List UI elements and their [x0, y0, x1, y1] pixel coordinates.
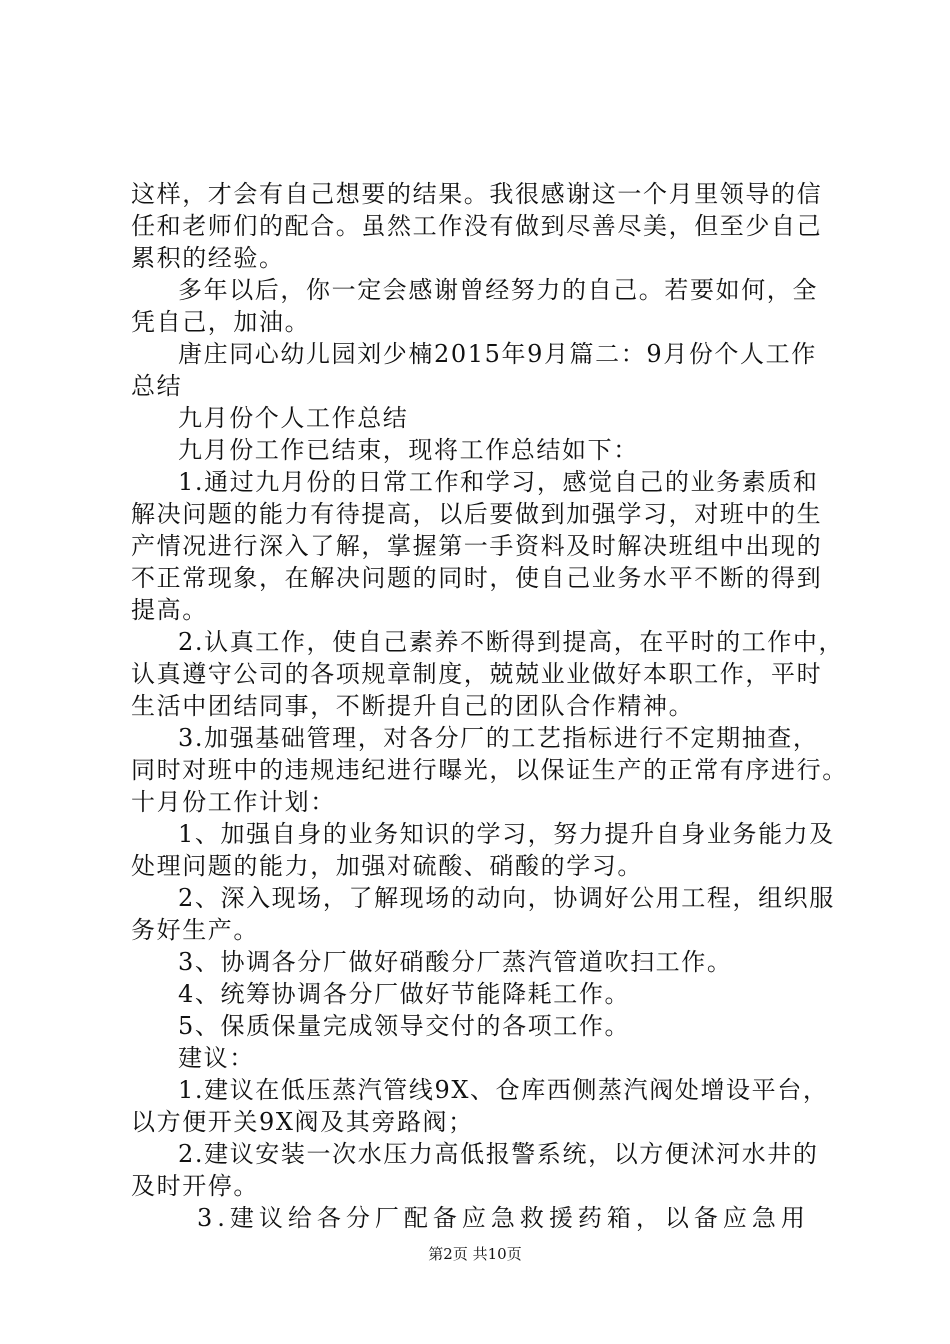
paragraph-start: 2.认真工作，使自己素养不断得到提高，在平时的工作中，	[178, 628, 845, 656]
text-line: 认真遵守公司的各项规章制度，兢兢业业做好本职工作，平时	[131, 660, 823, 688]
text-line: 任和老师们的配合。虽然工作没有做到尽善尽美，但至少自己	[131, 212, 823, 240]
paragraph-start: 5、保质保量完成领导交付的各项工作。	[178, 1012, 631, 1040]
text-line: 累积的经验。	[131, 244, 285, 272]
text-line: 这样，才会有自己想要的结果。我很感谢这一个月里领导的信	[131, 180, 823, 208]
section-title: 十月份工作计划：	[131, 788, 336, 816]
section-title: 九月份个人工作总结	[178, 404, 409, 432]
text-line: 产情况进行深入了解，掌握第一手资料及时解决班组中出现的	[131, 532, 823, 560]
text-line: 务好生产。	[131, 916, 259, 944]
text-line: 不正常现象，在解决问题的同时，使自己业务水平不断的得到	[131, 564, 823, 592]
text-line: 以方便开关9X阀及其旁路阀；	[131, 1108, 474, 1136]
text-line: 总结	[131, 372, 183, 400]
section-title: 建议：	[178, 1044, 255, 1072]
paragraph-start: 多年以后，你一定会感谢曾经努力的自己。若要如何，全	[178, 276, 818, 304]
paragraph-start: 3、协调各分厂做好硝酸分厂蒸汽管道吹扫工作。	[178, 948, 733, 976]
paragraph-start: 1.通过九月份的日常工作和学习，感觉自己的业务素质和	[178, 468, 819, 496]
paragraph-start: 2.建议安装一次水压力高低报警系统，以方便沭河水井的	[178, 1140, 819, 1168]
paragraph-start: 唐庄同心幼儿园刘少楠2015年9月篇二：9月份个人工作	[178, 340, 817, 368]
text-line: 解决问题的能力有待提高，以后要做到加强学习，对班中的生	[131, 500, 823, 528]
text-line: 及时开停。	[131, 1172, 259, 1200]
text-line: 同时对班中的违规违纪进行曝光，以保证生产的正常有序进行。	[131, 756, 848, 784]
text-line: 处理问题的能力，加强对硫酸、硝酸的学习。	[131, 852, 643, 880]
paragraph-start: 1、加强自身的业务知识的学习，努力提升自身业务能力及	[178, 820, 835, 848]
text-line: 生活中团结同事，不断提升自己的团队合作精神。	[131, 692, 695, 720]
paragraph-start: 1.建议在低压蒸汽管线9X、仓库西侧蒸汽阀处增设平台，	[178, 1076, 829, 1104]
page-footer: 第2页 共10页	[428, 1245, 522, 1263]
text-line: 提高。	[131, 596, 208, 624]
paragraph-start: 4、统筹协调各分厂做好节能降耗工作。	[178, 980, 631, 1008]
paragraph-start: 3.加强基础管理，对各分厂的工艺指标进行不定期抽查，	[178, 724, 819, 752]
text-line: 凭自己，加油。	[131, 308, 311, 336]
paragraph-start: 九月份工作已结束，现将工作总结如下：	[178, 436, 639, 464]
paragraph-start: 2、深入现场，了解现场的动向，协调好公用工程，组织服	[178, 884, 835, 912]
paragraph-start: 3.建议给各分厂配备应急救援药箱，以备应急用	[197, 1204, 810, 1232]
